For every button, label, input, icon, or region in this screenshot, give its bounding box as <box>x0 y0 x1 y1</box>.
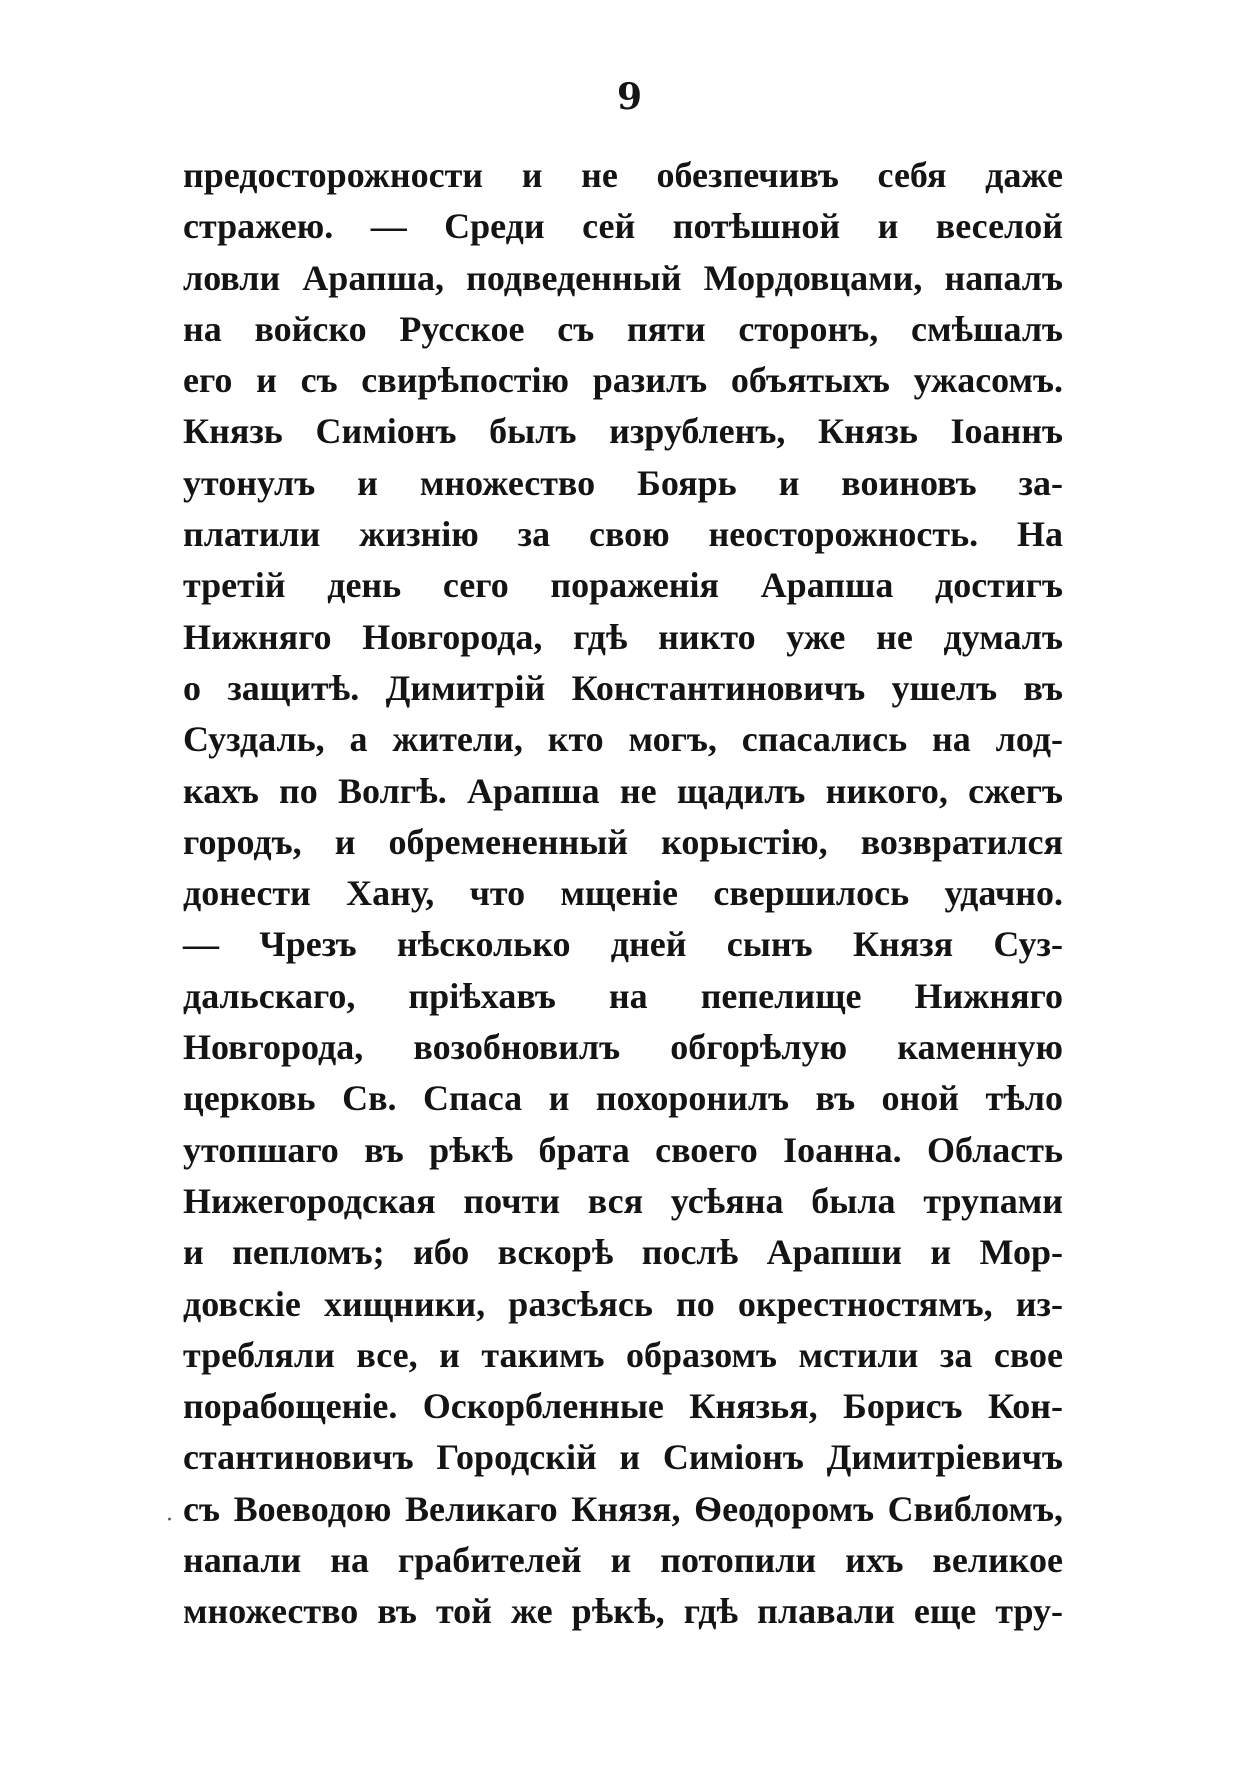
text-line-28: напали на грабителей и потопили ихъ великое <box>183 1540 1063 1581</box>
text-line-24: требляли все, и такимъ образомъ мстили за свое <box>183 1334 1063 1375</box>
text-line-29: множество въ той же рѣкѣ, гдѣ плавали еще тру- <box>183 1591 1063 1632</box>
text-line-27: съ Воеводою Великаго Князя, Ѳеодоромъ Свибломъ, <box>183 1488 1063 1529</box>
text-line-22: и пепломъ; ибо вскорѣ послѣ Арапши и Мор- <box>183 1232 1063 1273</box>
text-line-20: утопшаго въ рѣкѣ брата своего Іоанна. Область <box>183 1129 1063 1170</box>
text-line-14: городъ, и обремененный корыстію, возвратился <box>183 821 1063 862</box>
text-line-16: — Чрезъ нѣсколько дней сынъ Князя Суз- <box>183 924 1063 965</box>
text-line-13: кахъ по Волгѣ. Арапша не щадилъ никого, сжегъ <box>183 770 1063 811</box>
text-line-6: Князь Симіонъ былъ изрубленъ, Князь Іоаннъ <box>183 411 1063 452</box>
text-line-9: третій день сего пораженія Арапша достигъ <box>183 565 1063 606</box>
text-line-26: стантиновичъ Городскій и Симіонъ Димитріевичъ <box>183 1437 1063 1478</box>
page-number: 9 <box>616 76 643 118</box>
text-line-1: предосторожности и не обезпечивъ себя даже <box>183 155 1063 195</box>
text-line-2: стражею. — Среди сей потѣшной и веселой <box>183 206 1063 247</box>
text-line-12: Суздаль, а жители, кто могъ, спасались на лод- <box>183 719 1063 760</box>
text-line-5: его и съ свирѣпостію разилъ объятыхъ ужасомъ. <box>183 360 1063 401</box>
text-line-18: Новгорода, возобновилъ обгорѣлую каменную <box>183 1027 1063 1068</box>
text-line-3: ловли Арапша, подведенный Мордовцами, напалъ <box>183 257 1063 298</box>
text-line-17: дальскаго, пріѣхавъ на пепелище Нижняго <box>183 975 1063 1016</box>
text-line-4: на войско Русское съ пяти сторонъ, смѣшалъ <box>183 308 1063 349</box>
text-line-25: порабощеніе. Оскорбленные Князья, Борисъ Кон- <box>183 1386 1063 1427</box>
text-line-11: о защитѣ. Димитрій Константиновичъ ушелъ въ <box>183 667 1063 708</box>
text-line-19: церковь Св. Спаса и похоронилъ въ оной тѣло <box>183 1078 1063 1119</box>
text-line-7: утонулъ и множество Боярь и воиновъ за- <box>183 462 1063 503</box>
text-line-8: платили жизнію за свою неосторожность. На <box>183 514 1063 555</box>
text-line-21: Нижегородская почти вся усѣяна была трупами <box>183 1180 1063 1221</box>
text-line-15: донести Хану, что мщеніе свершилось удачно. <box>183 873 1063 914</box>
body-text <box>183 150 1063 1638</box>
text-line-10: Нижняго Новгорода, гдѣ никто уже не думалъ <box>183 616 1063 657</box>
text-line-23: довскіе хищники, разсѣясь по окрестностямъ, из- <box>183 1283 1063 1324</box>
margin-mark: · <box>166 1508 173 1533</box>
